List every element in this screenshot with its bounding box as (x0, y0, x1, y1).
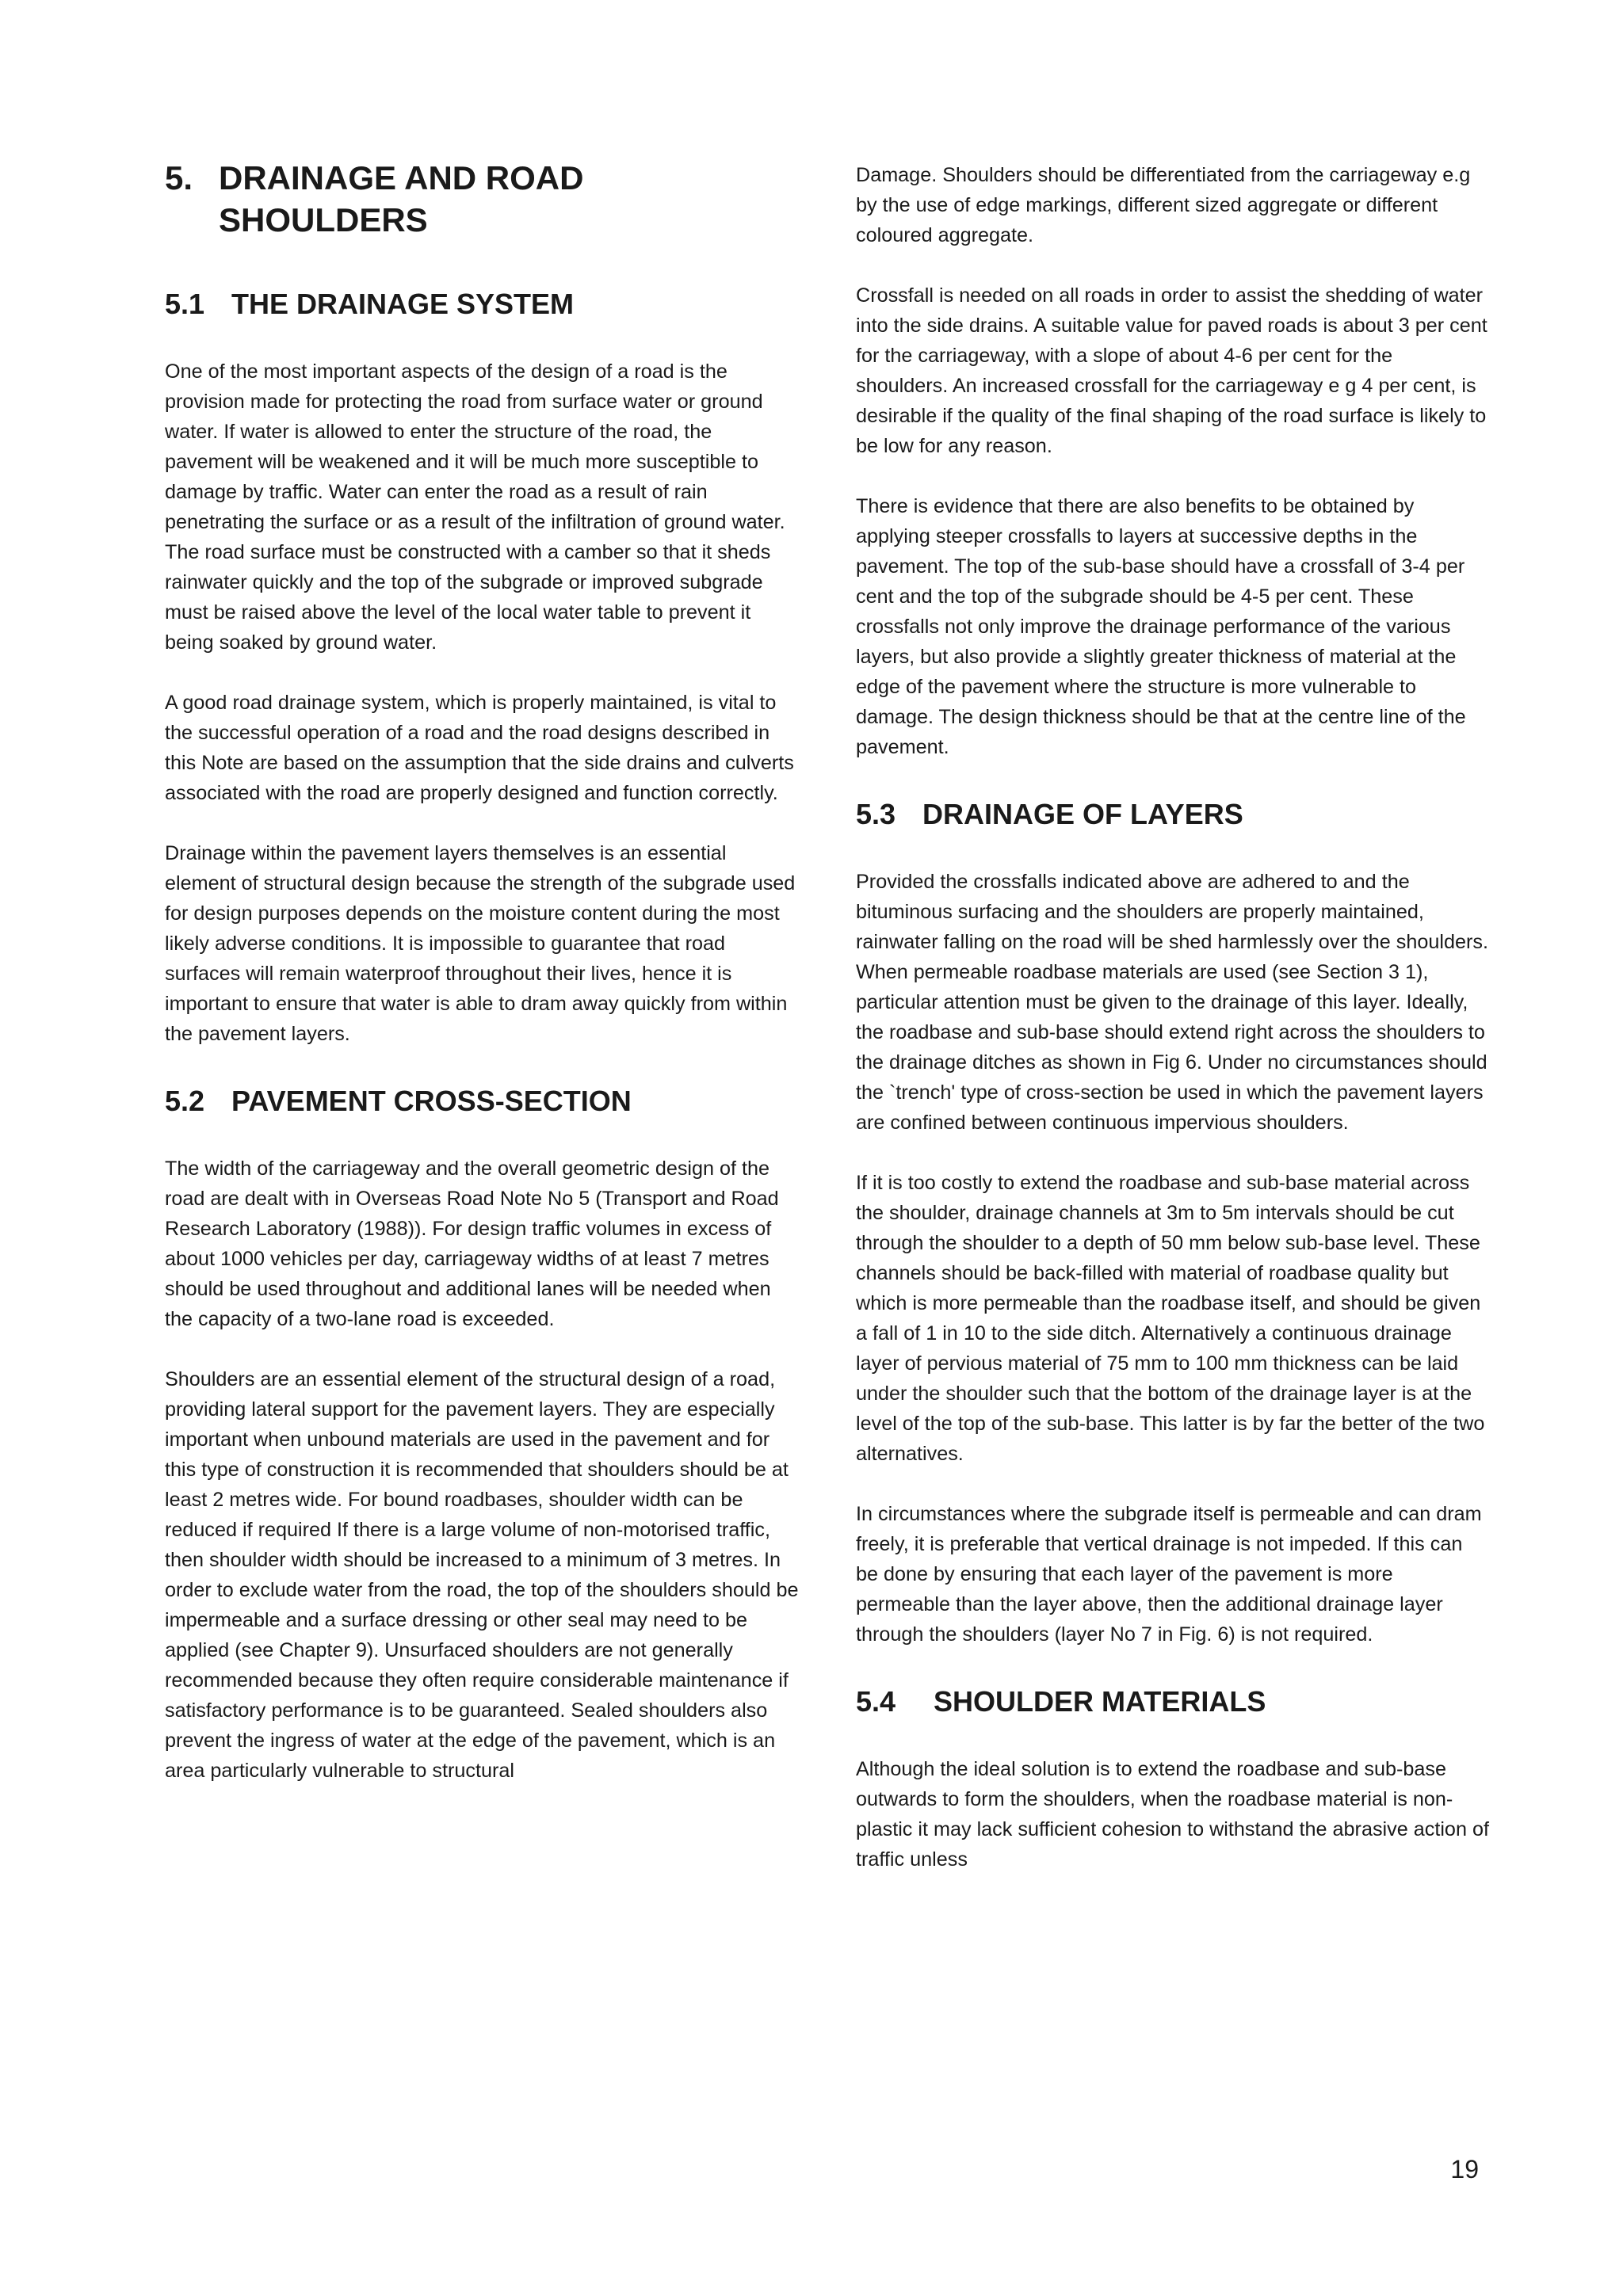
section-number: 5.3 (856, 798, 896, 830)
section-title-text: DRAINAGE OF LAYERS (922, 798, 1243, 830)
section-heading-5-3 (856, 797, 1490, 832)
section-heading-5-1 (165, 287, 799, 322)
paragraph: One of the most important aspects of the design of a road is the provision made for protecting the road from surface water or ground water. If water is allowed to enter the structure of the road, the pavement will be weakened and it will be much more susceptible to damage by traffic. Water can enter the road as a result of rain penetrating the surface or as a result of the infiltration of ground water. The road surface must be constructed with a camber so that it sheds rainwater quickly and the top of the subgrade or improved subgrade must be raised above the level of the local water table to prevent it being soaked by ground water. (165, 360, 785, 654)
paragraph: Crossfall is needed on all roads in order to assist the shedding of water into the side drains. A suitable value for paved roads is about 3 per cent for the carriageway, with a slope of about 4-6 per cent for the shoulders. An increased crossfall for the carriageway e g 4 per cent, is desirable if the quality of the final shaping of the road surface is likely to be low for any reason. (856, 284, 1487, 457)
section-heading-5-4 (856, 1684, 1490, 1719)
paragraph: Provided the crossfalls indicated above are adhered to and the bituminous surfacing and the shoulders are properly maintained, rainwater falling on the road will be shed harmlessly over the shoulders. When permeable roadbase materials are used (see Section 3 1), particular attention must be given to the drainage of this layer. Ideally, the roadbase and sub-base should extend right across the shoulders to the drainage ditches as shown in Fig 6. Under no circumstances should the `trench' type of cross-section be used in which the pavement layers are confined between continuous impervious shoulders. (856, 871, 1489, 1134)
paragraph: If it is too costly to extend the roadbase and sub-base material across the shoulder, drainage channels at 3m to 5m intervals should be cut through the shoulder to a depth of 50 mm below sub-base level. These channels should be back-filled with material of roadbase quality but which is more permeable than the roadbase itself, and should be given a fall of 1 in 10 to the side ditch. Alternatively a continuous drainage layer of pervious material of 75 mm to 100 mm thickness can be laid under the shoulder such that the bottom of the drainage layer is at the level of the top of the sub-base. This latter is by far the better of the two alternatives. (856, 1172, 1485, 1465)
paragraph: Drainage within the pavement layers themselves is an essential element of structural design because the strength of the subgrade used for design purposes depends on the moisture content during the most likely adverse conditions. It is impossible to guarantee that road surfaces will remain waterproof throughout their lives, hence it is important to ensure that water is able to dram away quickly from within the pavement layers. (165, 842, 796, 1045)
paragraph: There is evidence that there are also benefits to be obtained by applying steeper crossfalls to layers at successive depths in the pavement. The top of the sub-base should have a crossfall of 3-4 per cent and the top of the subgrade should be 4-5 per cent. These crossfalls not only improve the drainage performance of the various layers, but also provide a slightly greater thickness of material at the edge of the pavement where the structure is more vulnerable to damage. The design thickness should be that at the centre line of the pavement. (856, 495, 1466, 758)
section-number: 5.4 (856, 1685, 896, 1718)
section-title-text: SHOULDER MATERIALS (934, 1685, 1266, 1718)
chapter-title (165, 157, 799, 241)
chapter-heading: DRAINAGE AND ROAD SHOULDERS (219, 159, 584, 238)
paragraph: Damage. Shoulders should be differentiated from the carriageway e.g by the use of edge markings, different sized aggregate or different coloured aggregate. (856, 164, 1471, 246)
right-column (856, 160, 1490, 1905)
paragraph: Shoulders are an essential element of the structural design of a road, providing lateral support for the pavement layers. They are especially important when unbound materials are used in the pavement and for this type of construction it is recommended that shoulders should be at least 2 metres wide. For bound roadbases, shoulder width can be reduced if required If there is a large volume of non-motorised traffic, then shoulder width should be increased to a minimum of 3 metres. In order to exclude water from the road, the top of the shoulders should be impermeable and a surface dressing or other seal may need to be applied (see Chapter 9). Unsurfaced shoulders are not generally recommended because they often require considerable maintenance if satisfactory performance is to be guaranteed. Sealed shoulders also prevent the ingress of water at the edge of the pavement, which is an area particularly vulnerable to structural (165, 1368, 799, 1782)
section-title-text: THE DRAINAGE SYSTEM (231, 288, 575, 320)
paragraph: Although the ideal solution is to extend the roadbase and sub-base outwards to form the shoulders, when the roadbase material is non-plastic it may lack sufficient cohesion to withstand the abrasive action of traffic unless (856, 1758, 1489, 1871)
paragraph: The width of the carriageway and the overall geometric design of the road are dealt with in Overseas Road Note No 5 (Transport and Road Research Laboratory (1988)). For design traffic volumes in excess of about 1000 vehicles per day, carriageway widths of at least 7 metres should be used throughout and additional lanes will be needed when the capacity of a two-lane road is exceeded. (165, 1158, 779, 1330)
left-column (165, 157, 799, 1816)
section-title-text: PAVEMENT CROSS-SECTION (231, 1085, 632, 1117)
paragraph: A good road drainage system, which is properly maintained, is vital to the successful operation of a road and the road designs described in this Note are based on the assumption that the side drains and culverts associated with the road are properly designed and function correctly. (165, 692, 794, 804)
chapter-number: 5. (165, 159, 193, 196)
page-number: 19 (1450, 2155, 1479, 2183)
section-number: 5.1 (165, 288, 205, 320)
section-heading-5-2 (165, 1084, 799, 1119)
paragraph: In circumstances where the subgrade itself is permeable and can dram freely, it is preferable that vertical drainage is not impeded. If this can be done by ensuring that each layer of the pavement is more permeable than the layer above, then the additional drainage layer through the shoulders (layer No 7 in Fig. 6) is not required. (856, 1503, 1482, 1646)
section-number: 5.2 (165, 1085, 205, 1117)
